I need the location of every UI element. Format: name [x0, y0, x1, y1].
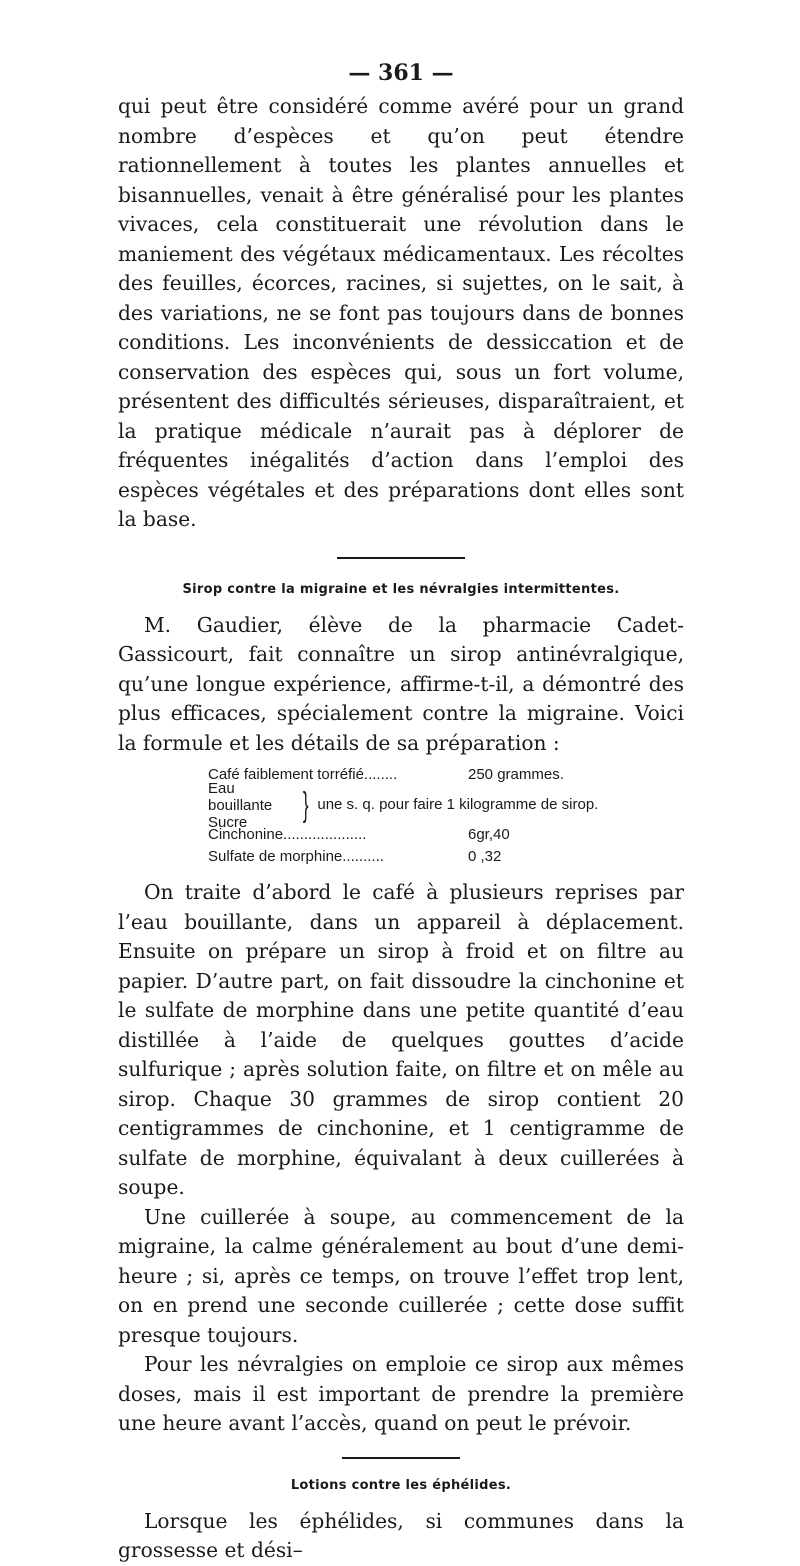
section-divider — [342, 1457, 460, 1459]
paragraph-ephelides: Lorsque les éphélides, si communes dans la grossesse et dési– — [118, 1508, 684, 1562]
recipe-quantity: 0 ,32 — [468, 848, 502, 865]
page-number: — 361 — — [348, 60, 454, 86]
recipe-row — [208, 824, 684, 846]
recipe-ingredient: Cinchonine.................... — [208, 826, 367, 843]
recipe-ingredient: Sucre — [208, 813, 248, 831]
recipe-group — [208, 779, 684, 831]
recipe-ingredient: Sulfate de morphine.......... — [208, 848, 384, 865]
brace-glyph: } — [302, 786, 309, 824]
paragraph-dosage: Une cuillerée à soupe, au commencement de la migraine, la calme généralement au bout d’une demi-heure ; si, après ce temps, on trouve l’effet trop lent, on en prend une seconde cuillerée ; cette dose suffit presque toujours. — [118, 1204, 684, 1347]
section-title-sirop: Sirop contre la migraine et les névralgies intermittentes. — [182, 581, 620, 597]
book-page — [118, 58, 684, 1566]
paragraph-intro: M. Gaudier, élève de la pharmacie Cadet-Gassicourt, fait connaître un sirop antinévralgique, qu’une longue expérience, affirme-t-il, a démontré des plus efficaces, spécialement contre la migraine. Voici la formule et les détails de sa préparation : — [118, 612, 684, 755]
recipe-group-items — [208, 780, 300, 831]
section-divider — [337, 557, 465, 559]
recipe-note: une s. q. pour faire 1 kilogramme de sirop. — [317, 796, 599, 813]
recipe-ingredient: Eau bouillante — [208, 779, 273, 814]
recipe-quantity: 6gr,40 — [468, 826, 510, 843]
paragraph-nevralgies: Pour les névralgies on emploie ce sirop aux mêmes doses, mais il est important de prendre la première une heure avant l’accès, quand on peut le prévoir. — [118, 1352, 684, 1435]
paragraph-preparation: On traite d’abord le café à plusieurs reprises par l’eau bouillante, dans un appareil à déplacement. Ensuite on prépare un sirop à froid et on filtre au papier. D’autre part, on fait dissoudre la cinchonine et le sulfate de morphine dans une petite quantité d’eau distillée à l’aide de quelques gouttes d’acide sulfurique ; après solution faite, on filtre et on mêle au sirop. Chaque 30 grammes de sirop contient 20 centigrammes de cinchonine, et 1 centigramme de sulfate de morphine, équivalant à deux cuillerées à soupe. — [118, 880, 684, 1199]
recipe-quantity: 250 grammes. — [468, 766, 564, 783]
recipe-row — [208, 846, 684, 868]
recipe-ingredient: Café faiblement torréfié........ — [208, 766, 398, 783]
recipe-formula — [208, 764, 684, 868]
section-title-lotions: Lotions contre les éphélides. — [290, 1477, 512, 1493]
paragraph-continuation: qui peut être considéré comme avéré pour un grand nombre d’espèces et qu’on peut étendre rationnellement à toutes les plantes annuelles et bisannuelles, venait à être généralisé pour les plantes vivaces, cela constituerait une révolution dans le maniement des végétaux médicamentaux. Les récoltes des feuilles, écorces, racines, si sujettes, on le sait, à des variations, ne se font pas toujours dans de bonnes conditions. Les inconvénients de dessiccation et de conservation des espèces qui, sous un fort volume, présentent des difficultés sérieuses, disparaîtraient, et la pratique médicale n’aurait pas à déplorer de fréquentes inégalités d’action dans l’emploi des espèces végétales et des préparations dont elles sont la base. — [118, 94, 684, 531]
